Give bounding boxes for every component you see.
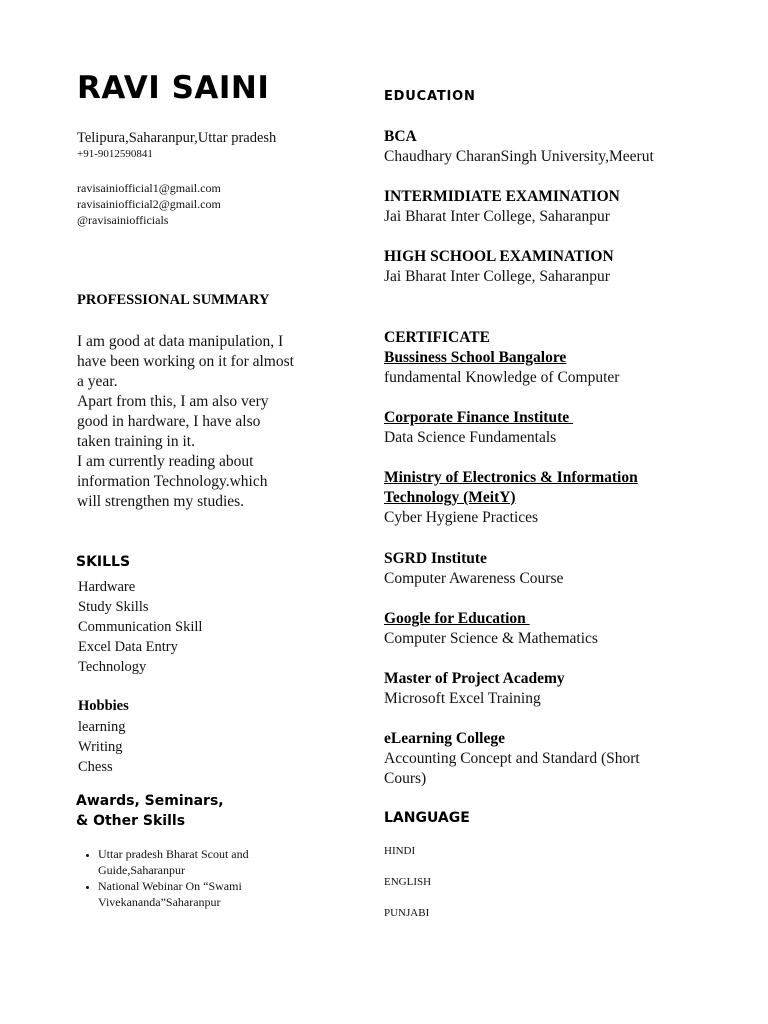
certificate-item	[384, 609, 598, 649]
awards-heading-line: Awards, Seminars,	[76, 793, 224, 809]
summary-line: will strengthen my studies.	[77, 493, 245, 510]
certificate-item	[384, 729, 640, 789]
certificate-org: Technology (MeitY)	[384, 489, 516, 506]
hobbies-list	[78, 717, 126, 777]
summary-line: have been working on it for almost	[77, 353, 294, 370]
education-title: HIGH SCHOOL EXAMINATION	[384, 248, 614, 265]
online-contacts	[77, 180, 221, 228]
skill-item: Technology	[78, 659, 147, 675]
certificate-item	[384, 408, 573, 448]
skill-item: Hardware	[78, 579, 136, 595]
award-item	[98, 846, 249, 878]
award-line: Guide,Saharanpur	[98, 863, 185, 877]
awards-heading	[76, 791, 224, 831]
address: Telipura,Saharanpur,Uttar pradesh	[77, 130, 277, 146]
summary-line: taken training in it.	[77, 433, 195, 450]
certificate-course: Computer Science & Mathematics	[384, 630, 598, 647]
education-detail: Chaudhary CharanSingh University,Meerut	[384, 148, 654, 165]
summary-text	[77, 332, 294, 512]
award-item	[98, 878, 249, 910]
certificate-item	[384, 549, 563, 589]
certificate-org: Bussiness School Bangalore	[384, 349, 567, 366]
email-2: ravisainiofficial2@gmail.com	[77, 197, 221, 211]
email-1: ravisainiofficial1@gmail.com	[77, 181, 221, 195]
skill-item: Communication Skill	[78, 619, 203, 635]
awards-list	[77, 846, 249, 910]
certificate-item	[384, 669, 565, 709]
language-heading: LANGUAGE	[384, 810, 470, 826]
certificate-item	[384, 468, 638, 528]
certificate-course: fundamental Knowledge of Computer	[384, 369, 620, 386]
summary-line: information Technology.which	[77, 473, 268, 490]
social-handle: @ravisainiofficials	[77, 213, 169, 227]
language-item: PUNJABI	[384, 907, 430, 919]
summary-line: good in hardware, I have also	[77, 413, 261, 430]
summary-heading: PROFESSIONAL SUMMARY	[77, 292, 270, 308]
award-line: • National Webinar On “Swami	[98, 879, 242, 893]
summary-line: I am good at data manipulation, I	[77, 333, 284, 350]
certificate-org: eLearning College	[384, 730, 505, 747]
skill-item: Study Skills	[78, 599, 149, 615]
hobby-item: Writing	[78, 739, 123, 755]
certificate-org: Corporate Finance Institute	[384, 409, 573, 426]
education-heading: EDUCATION	[384, 89, 476, 104]
contact-block	[77, 129, 276, 162]
certificate-org: Master of Project Academy	[384, 670, 565, 687]
education-item	[384, 127, 654, 167]
certificate-org: SGRD Institute	[384, 550, 487, 567]
certificate-course: Data Science Fundamentals	[384, 429, 557, 446]
hobby-item: Chess	[78, 759, 113, 775]
hobby-item: learning	[78, 719, 126, 735]
summary-line: a year.	[77, 373, 118, 390]
education-item	[384, 247, 614, 287]
certificate-heading: CERTIFICATE	[384, 329, 490, 346]
award-line: Vivekananda”Saharanpur	[98, 895, 221, 909]
certificate-course: Cours)	[384, 770, 427, 787]
certificate-org: Ministry of Electronics & Information	[384, 469, 638, 486]
education-item	[384, 187, 620, 227]
certificate-course: Cyber Hygiene Practices	[384, 509, 539, 526]
language-list	[384, 845, 431, 938]
certificate-course: Computer Awareness Course	[384, 570, 564, 587]
awards-heading-line: & Other Skills	[76, 813, 186, 829]
hobbies-heading: Hobbies	[78, 698, 129, 714]
skills-heading: SKILLS	[76, 554, 131, 570]
education-title: INTERMIDIATE EXAMINATION	[384, 188, 620, 205]
skills-list	[78, 577, 202, 677]
skill-item: Excel Data Entry	[78, 639, 178, 655]
certificate-org: Google for Education	[384, 610, 530, 627]
education-detail: Jai Bharat Inter College, Saharanpur	[384, 268, 610, 285]
certificate-item	[384, 348, 619, 388]
candidate-name: RAVI SAINI	[77, 70, 270, 106]
summary-line: I am currently reading about	[77, 453, 254, 470]
education-detail: Jai Bharat Inter College, Saharanpur	[384, 208, 610, 225]
summary-line: Apart from this, I am also very	[77, 393, 269, 410]
certificate-course: Microsoft Excel Training	[384, 690, 541, 707]
language-item: HINDI	[384, 845, 416, 857]
phone: +91-9012590841	[77, 148, 153, 160]
language-item: ENGLISH	[384, 876, 432, 888]
education-title: BCA	[384, 128, 417, 145]
certificate-course: Accounting Concept and Standard (Short	[384, 750, 640, 767]
award-line: • Uttar pradesh Bharat Scout and	[98, 847, 249, 861]
